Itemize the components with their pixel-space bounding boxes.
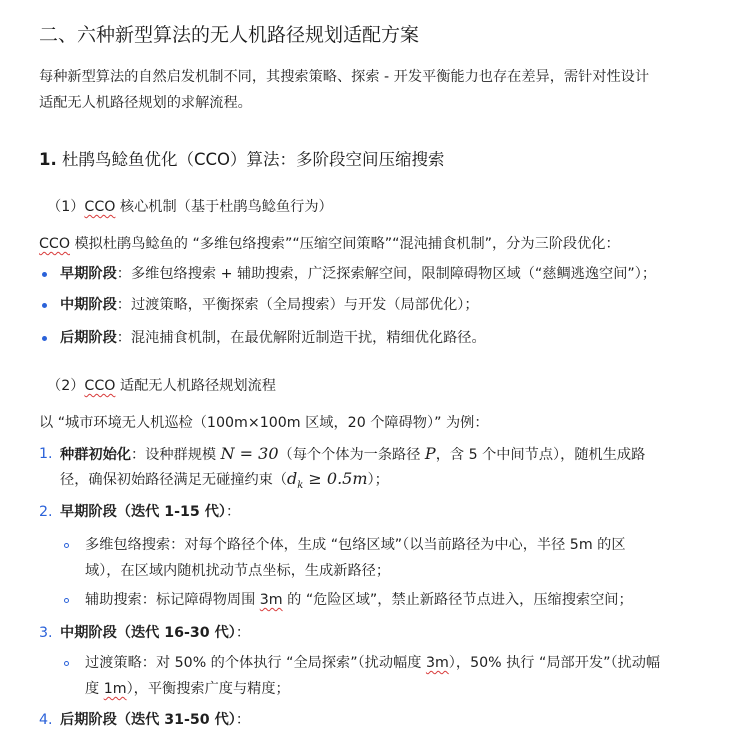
- step-1-line-2: [60, 466, 389, 499]
- core-prefix: （1）: [47, 199, 85, 215]
- intro-line-1: 每种新型算法的自然启发机制不同，其搜索策略、探索 - 开发平衡能力也存在差异，需针对性设计: [39, 69, 650, 85]
- step-3: [60, 620, 250, 646]
- step-1-text-a: ：设种群规模: [130, 447, 221, 463]
- step-1-line2-b: ）；: [367, 472, 389, 488]
- flow-cco: CCO: [84, 378, 116, 394]
- early-sub-1-line-1: 多维包络搜索：对每个路径个体，生成 “包络区域”（以当前路径为中心，半径 5m 的区: [85, 537, 626, 553]
- early-sub-2-3m: 3m: [259, 592, 283, 608]
- step-number: 3.: [39, 625, 53, 641]
- flow-heading: [47, 375, 276, 395]
- early-sub-2: [85, 587, 633, 613]
- sub-bullet-circle: [64, 543, 69, 548]
- step-2-label: 早期阶段（迭代 1-15 代）: [60, 504, 226, 520]
- intro-line-2: 适配无人机路径规划的求解流程。: [39, 95, 252, 111]
- core-intro: [39, 231, 620, 257]
- step-1-math-bound: ≥ 0.5m: [303, 469, 368, 488]
- step-2-text: ：: [225, 504, 241, 520]
- mid-sub-1-1m: 1m: [103, 681, 127, 697]
- bullet-early-text: ：多维包络搜索 + 辅助搜索，广泛探索解空间，限制障碍物区域（“慈鲷逃逸空间”）；: [116, 266, 657, 282]
- mid-sub-1-line-2: [85, 676, 290, 702]
- sub-bullet-circle: [64, 598, 69, 603]
- bullet-early: [60, 261, 656, 287]
- step-3-text: ：: [235, 625, 251, 641]
- core-intro-rest: 模拟杜鹃鸟鲶鱼的 “多维包络搜索”“压缩空间策略”“混沌捕食机制”，分为三阶段优化：: [69, 236, 620, 252]
- step-1-line-1: [60, 441, 645, 468]
- step-number: 2.: [39, 504, 53, 520]
- algo1-heading-text: 杜鹃鸟鲶鱼优化（CCO）算法：多阶段空间压缩搜索: [62, 150, 445, 169]
- algo1-heading-number: 1.: [39, 150, 57, 169]
- bullet-dot: [42, 336, 47, 341]
- step-2: [60, 499, 240, 525]
- step-1-text-b: （每个个体为一条路径: [278, 447, 425, 463]
- core-mechanism-heading: [47, 196, 333, 216]
- core-rest: 核心机制（基于杜鹃鸟鲶鱼行为）: [115, 199, 333, 215]
- step-1-label: 种群初始化: [60, 447, 131, 463]
- mid-sub-1-3m: 3m: [425, 655, 449, 671]
- section-title: 二、六种新型算法的无人机路径规划适配方案: [39, 24, 420, 46]
- mid-sub-1-c: 度: [85, 681, 104, 697]
- flow-prefix: （2）: [47, 378, 85, 394]
- step-4-label: 后期阶段（迭代 31-50 代）: [60, 712, 236, 728]
- step-1-math-n: N = 30: [220, 444, 279, 463]
- bullet-mid-text: ：过渡策略，平衡探索（全局搜索）与开发（局部优化）；: [116, 297, 479, 313]
- early-sub-1-line-2: 域），在区域内随机扰动节点坐标，生成新路径；: [85, 563, 391, 579]
- mid-sub-1-line-1: [85, 650, 660, 676]
- core-cco: CCO: [84, 199, 116, 215]
- flow-rest: 适配无人机路径规划流程: [115, 378, 276, 394]
- step-1-line2-a: 径，确保初始路径满足无碰撞约束（: [60, 472, 288, 488]
- bullet-late-text: ：混沌捕食机制，在最优解附近制造干扰，精细优化路径。: [116, 330, 486, 346]
- bullet-dot: [42, 303, 47, 308]
- bullet-dot: [42, 272, 47, 277]
- early-sub-2-b: 的 “危险区域”，禁止新路径节点进入，压缩搜索空间；: [282, 592, 633, 608]
- bullet-mid: [60, 292, 479, 318]
- step-1-math-sub: k: [297, 479, 304, 491]
- bullet-late-label: 后期阶段: [60, 330, 117, 346]
- bullet-mid-label: 中期阶段: [60, 297, 117, 313]
- early-sub-2-a: 辅助搜索：标记障碍物周围: [85, 592, 260, 608]
- step-1-math-p: P: [424, 444, 436, 463]
- mid-sub-1-a: 过渡策略：对 50% 的个体执行 “全局探索”（扰动幅度: [85, 655, 426, 671]
- core-intro-cco: CCO: [39, 236, 70, 252]
- step-1-text-c: ，含 5 个中间节点），随机生成路: [435, 447, 646, 463]
- step-3-label: 中期阶段（迭代 16-30 代）: [60, 625, 236, 641]
- bullet-late: [60, 325, 486, 351]
- mid-sub-1-d: ），平衡搜索广度与精度；: [126, 681, 290, 697]
- sub-bullet-circle: [64, 661, 69, 666]
- step-1-math-d: d: [287, 469, 298, 488]
- step-number: 4.: [39, 712, 53, 728]
- algo1-heading: [39, 146, 445, 170]
- bullet-early-label: 早期阶段: [60, 266, 117, 282]
- mid-sub-1-b: ），50% 执行 “局部开发”（扰动幅: [448, 655, 661, 671]
- example-line: 以 “城市环境无人机巡检（100m×100m 区域，20 个障碍物）” 为例：: [39, 415, 489, 431]
- step-4: [60, 707, 250, 733]
- step-4-text: ：: [235, 712, 251, 728]
- step-number: 1.: [39, 446, 53, 462]
